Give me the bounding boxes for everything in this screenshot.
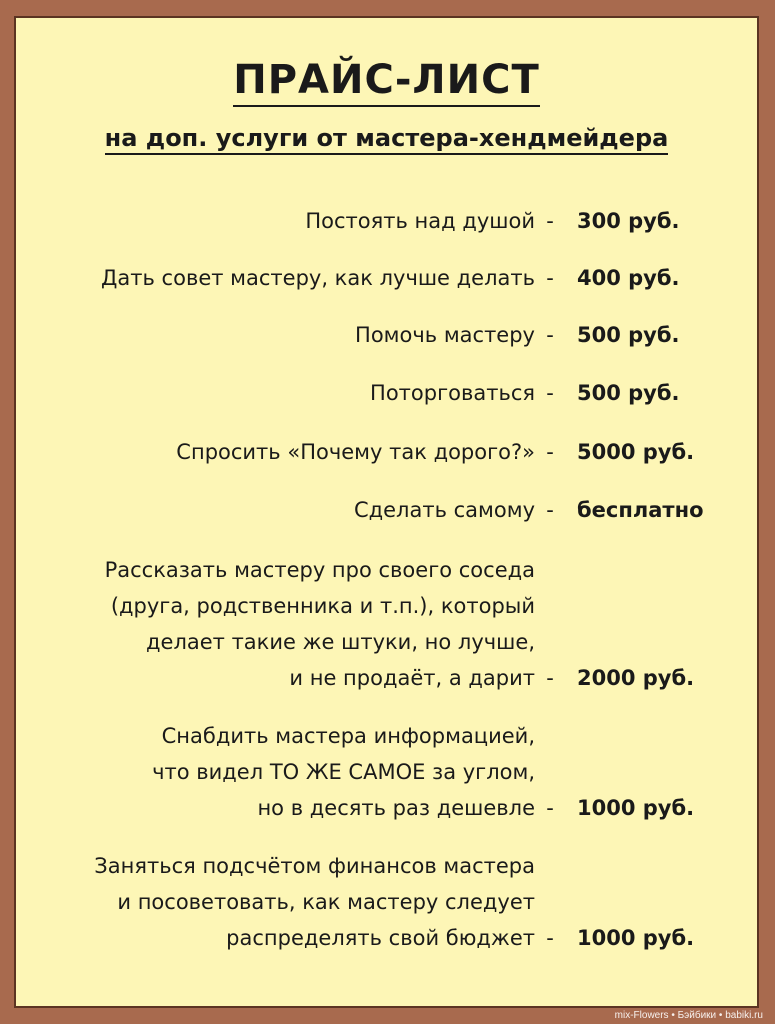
item-dash: - <box>546 323 554 347</box>
item-description: Сделать самому <box>353 498 535 522</box>
item-description: Постоять над душой <box>305 209 535 233</box>
item-price: 5000 руб. <box>577 440 695 464</box>
price-item <box>16 848 757 956</box>
price-item <box>16 375 757 411</box>
item-price: 2000 руб. <box>577 666 695 690</box>
item-price: 500 руб. <box>577 381 680 405</box>
price-item <box>16 260 757 296</box>
item-price: 1000 руб. <box>577 926 695 950</box>
item-description: Заняться подсчётом финансов мастера и посоветовать, как мастеру следует распределять свой бюджет <box>94 854 535 950</box>
item-dash: - <box>546 796 554 820</box>
item-price: 300 руб. <box>577 209 680 233</box>
item-price: 1000 руб. <box>577 796 695 820</box>
price-item <box>16 434 757 470</box>
item-description: Поторговаться <box>370 381 535 405</box>
item-price: 400 руб. <box>577 266 680 290</box>
item-dash: - <box>546 498 554 522</box>
price-item <box>16 552 757 696</box>
price-item <box>16 492 757 528</box>
price-item <box>16 203 757 239</box>
item-description: Дать совет мастеру, как лучше делать <box>101 266 535 290</box>
item-price: бесплатно <box>577 498 704 522</box>
item-description: Рассказать мастеру про своего соседа (друга, родственника и т.п.), который делает такие же штуки, но лучше, и не продаёт, а дарит <box>104 558 535 690</box>
price-list-board <box>14 16 759 1008</box>
item-dash: - <box>546 209 554 233</box>
page-subtitle: на доп. услуги от мастера-хендмейдера <box>16 122 757 154</box>
item-dash: - <box>546 666 554 690</box>
item-dash: - <box>546 440 554 464</box>
item-dash: - <box>546 926 554 950</box>
page-title: ПРАЙС-ЛИСТ <box>16 56 757 104</box>
price-item <box>16 718 757 826</box>
item-dash: - <box>546 381 554 405</box>
item-dash: - <box>546 266 554 290</box>
item-description: Снабдить мастера информацией, что видел ТО ЖЕ САМОЕ за углом, но в десять раз дешевле <box>152 724 535 820</box>
price-item <box>16 317 757 353</box>
item-description: Спросить «Почему так дорого?» <box>176 440 535 464</box>
watermark: mix-Flowers • Бэйбики • babiki.ru <box>614 1010 763 1021</box>
item-price: 500 руб. <box>577 323 680 347</box>
item-description: Помочь мастеру <box>355 323 535 347</box>
